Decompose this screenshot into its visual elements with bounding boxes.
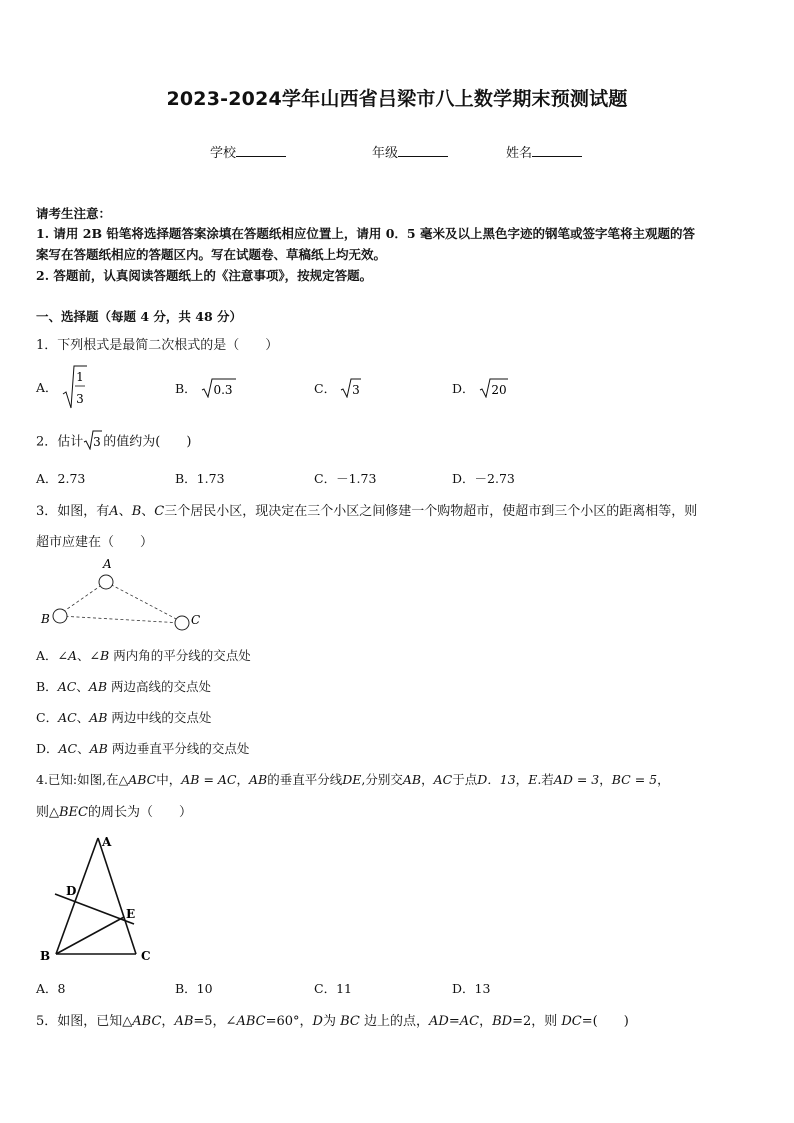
q2-option-b[interactable]: B．1.73 bbox=[175, 471, 225, 486]
q5-ac: AC bbox=[459, 1014, 480, 1029]
q4-e: E bbox=[528, 772, 538, 787]
q3-b-sep: 、 bbox=[76, 679, 89, 694]
q2-stem-a: 2．估计 bbox=[36, 434, 84, 450]
q4-bec: BEC bbox=[59, 805, 88, 820]
q3-stem-b: 三个居民小区，现决定在三个小区之间修建一个购物超市，使超市到三个小区的距离相等，则 bbox=[164, 504, 698, 519]
grade-label: 年级 bbox=[372, 146, 399, 161]
q3-a-mid: 、∠ bbox=[77, 648, 101, 663]
name-blank bbox=[532, 144, 582, 157]
q3-stem-line1 bbox=[36, 500, 697, 519]
q4-option-c[interactable]: C．11 bbox=[314, 981, 352, 996]
q4-l2b: 的周长为（ ） bbox=[88, 805, 193, 820]
q3-stem-a: 3．如图，有 bbox=[36, 504, 110, 519]
q3-var-b: B bbox=[131, 504, 142, 519]
q4-label-b: B bbox=[40, 949, 51, 963]
q3-line-ab bbox=[60, 582, 106, 614]
q5-s8: ， bbox=[479, 1014, 493, 1029]
notes-line1a: 1. 请用 2B 铅笔将选择题答案涂填在答题纸相应位置上，请用 0．5 毫米及以上黑色字迹的钢笔或签字笔将主观题的答 bbox=[36, 226, 695, 241]
q4-eq1: AB = AC bbox=[181, 772, 237, 787]
q5-bd: BD bbox=[492, 1014, 513, 1029]
q4-label-a: A bbox=[102, 835, 112, 849]
school-label: 学校 bbox=[210, 146, 237, 161]
q5-dc: DC bbox=[561, 1014, 582, 1029]
q2-option-d[interactable]: D．－2.73 bbox=[452, 471, 515, 486]
q3-c-pre: C． bbox=[36, 710, 59, 725]
q4-side-ac bbox=[98, 838, 136, 954]
q1-c-radical bbox=[340, 378, 362, 398]
q3-d-pre: D． bbox=[36, 741, 59, 756]
q4-s6: ， bbox=[421, 772, 434, 787]
q4-eq2: AD = 3 bbox=[553, 772, 600, 787]
q3-b-post: 两边高线的交点处 bbox=[107, 679, 211, 694]
q3-d-post: 两边垂直平分线的交点处 bbox=[107, 741, 250, 756]
q2-stem-b: 的值约为( ) bbox=[103, 434, 192, 450]
q4-label-d: D bbox=[66, 884, 77, 898]
q3-a-var-a: A bbox=[68, 648, 78, 663]
q4-l2a: 则△ bbox=[36, 805, 59, 820]
q1-a-denominator: 3 bbox=[75, 392, 84, 406]
q5-s5: 为 bbox=[322, 1014, 341, 1029]
q3-option-b[interactable] bbox=[36, 677, 211, 695]
q4-s2: 中， bbox=[156, 772, 182, 787]
section-heading: 一、选择题（每题 4 分，共 48 分） bbox=[36, 309, 243, 324]
q4-option-a[interactable]: A．8 bbox=[36, 981, 66, 996]
q1-a-numerator: 1 bbox=[75, 370, 84, 384]
q5-ad: AD bbox=[429, 1014, 449, 1029]
q4-option-d[interactable]: D．13 bbox=[452, 981, 491, 996]
q3-c-post: 两边中线的交点处 bbox=[107, 710, 212, 725]
notes-line2: 2. 答题前，认真阅读答题纸上的《注意事项》，按规定答题。 bbox=[36, 268, 373, 283]
q1-option-d[interactable] bbox=[452, 378, 509, 398]
q4-stem-line2 bbox=[36, 801, 192, 820]
q4-s5: ,分别交 bbox=[361, 772, 403, 787]
q3-b-var-ab: AB bbox=[88, 679, 108, 694]
q3-label-c: C bbox=[191, 613, 201, 627]
q3-a-post: 两内角的平分线的交点处 bbox=[109, 648, 251, 663]
grade-blank bbox=[398, 144, 448, 157]
q1-b-radicand: 0.3 bbox=[213, 383, 233, 397]
q3-a-pre: A．∠ bbox=[36, 648, 69, 663]
q5-abc: ABC bbox=[132, 1014, 162, 1029]
q2-option-c[interactable]: C．－1.73 bbox=[314, 471, 377, 486]
q3-line-bc bbox=[60, 616, 182, 623]
q1-d-label: D． bbox=[452, 381, 475, 396]
q5-d: D bbox=[312, 1014, 323, 1029]
q2-option-a[interactable]: A．2.73 bbox=[36, 471, 86, 486]
q1-option-b[interactable] bbox=[175, 378, 237, 398]
q3-option-d[interactable] bbox=[36, 739, 249, 757]
q1-option-c[interactable] bbox=[314, 378, 362, 398]
q5-s9: =2，则 bbox=[512, 1014, 562, 1029]
q1-d-radicand: 20 bbox=[490, 383, 507, 397]
grade-field[interactable] bbox=[372, 142, 448, 161]
q5-s4: =60°， bbox=[265, 1014, 313, 1029]
q5-abc2: ABC bbox=[236, 1014, 266, 1029]
q4-label-c: C bbox=[141, 949, 151, 963]
q3-var-a: A bbox=[109, 504, 119, 519]
q5-s10: =( ) bbox=[581, 1014, 629, 1029]
q2-radicand: 3 bbox=[93, 435, 102, 449]
q3-label-b: B bbox=[41, 612, 50, 626]
q1-c-radicand: 3 bbox=[352, 383, 360, 397]
school-blank bbox=[236, 144, 286, 157]
q4-line-de bbox=[55, 894, 134, 924]
q5-stem bbox=[36, 1010, 629, 1029]
name-label: 姓名 bbox=[506, 146, 533, 161]
notes-heading: 请考生注意： bbox=[36, 206, 112, 221]
q1-a-label: A． bbox=[36, 380, 58, 395]
page-title: 2023-2024学年山西省吕梁市八上数学期末预测试题 bbox=[166, 88, 628, 110]
q4-abc: ABC bbox=[128, 772, 157, 787]
q1-b-label: B． bbox=[175, 381, 197, 396]
q3-var-c: C bbox=[154, 504, 165, 519]
q1-c-label: C． bbox=[314, 381, 337, 396]
q3-figure bbox=[36, 556, 216, 636]
q4-option-b[interactable]: B．10 bbox=[175, 981, 213, 996]
q4-s7: 于点 bbox=[452, 772, 478, 787]
q3-c-sep: 、 bbox=[76, 710, 90, 725]
q5-s7: = bbox=[448, 1014, 460, 1029]
q4-s10: ， bbox=[599, 772, 612, 787]
q1-a-radical bbox=[62, 364, 88, 410]
q3-a-var-b: B bbox=[100, 648, 110, 663]
notes-line1b: 案写在答题纸相应的答题区内。写在试题卷、草稿纸上均无效。 bbox=[36, 247, 387, 262]
q4-eq3: BC = 5 bbox=[611, 772, 658, 787]
q3-option-c[interactable] bbox=[36, 708, 211, 726]
q1-b-radical bbox=[201, 378, 237, 398]
name-field[interactable] bbox=[506, 142, 582, 161]
q3-c-var-ab: AB bbox=[89, 710, 108, 725]
q4-ab2: AB bbox=[402, 772, 422, 787]
q3-label-a: A bbox=[103, 557, 112, 571]
q3-circle-a bbox=[99, 575, 113, 589]
q3-circle-b bbox=[53, 609, 67, 623]
q3-sep1: 、 bbox=[118, 504, 132, 519]
q1-option-a[interactable] bbox=[36, 364, 88, 410]
q2-stem bbox=[36, 430, 191, 450]
q4-s9: .若 bbox=[537, 772, 554, 787]
q3-d-var-ac: AC bbox=[58, 741, 78, 756]
q3-circle-c bbox=[175, 616, 189, 630]
q5-s1: 5．如图，已知△ bbox=[36, 1014, 133, 1029]
q5-bc: BC bbox=[340, 1014, 360, 1029]
q3-option-a[interactable] bbox=[36, 646, 251, 664]
q4-segment-be bbox=[56, 917, 124, 954]
q4-ac: AC bbox=[433, 772, 453, 787]
q1-d-radical bbox=[479, 378, 509, 398]
q3-line-ac bbox=[106, 582, 182, 622]
q3-stem-line2: 超市应建在（ ） bbox=[36, 535, 154, 550]
q4-s3: ， bbox=[236, 772, 250, 787]
q5-s6: 边上的点， bbox=[359, 1014, 429, 1029]
q4-ab: AB bbox=[249, 772, 268, 787]
q5-ab: AB bbox=[174, 1014, 194, 1029]
q3-d-var-ab: AB bbox=[89, 741, 108, 756]
q3-sep2: 、 bbox=[141, 504, 155, 519]
q4-figure bbox=[36, 832, 166, 966]
q4-s11: ， bbox=[657, 772, 670, 787]
q4-s1: 4.已知:如图,在△ bbox=[36, 772, 129, 787]
q4-s8: ， bbox=[515, 772, 529, 787]
q3-d-sep: 、 bbox=[77, 741, 90, 756]
q4-stem-line1 bbox=[36, 770, 670, 788]
q3-b-pre: B． bbox=[36, 679, 58, 694]
q1-stem: 1．下列根式是最简二次根式的是（ ） bbox=[36, 338, 279, 353]
q5-s2: ， bbox=[161, 1014, 175, 1029]
q3-c-var-ac: AC bbox=[58, 710, 77, 725]
q4-de: DE bbox=[342, 772, 362, 787]
q4-d: D．13 bbox=[477, 772, 516, 787]
q3-b-var-ac: AC bbox=[57, 679, 77, 694]
q2-radical bbox=[83, 430, 103, 450]
q4-label-e: E bbox=[126, 907, 136, 921]
q5-s3: =5，∠ bbox=[193, 1014, 237, 1029]
school-field[interactable] bbox=[210, 142, 286, 161]
q4-s4: 的垂直平分线 bbox=[267, 772, 343, 787]
